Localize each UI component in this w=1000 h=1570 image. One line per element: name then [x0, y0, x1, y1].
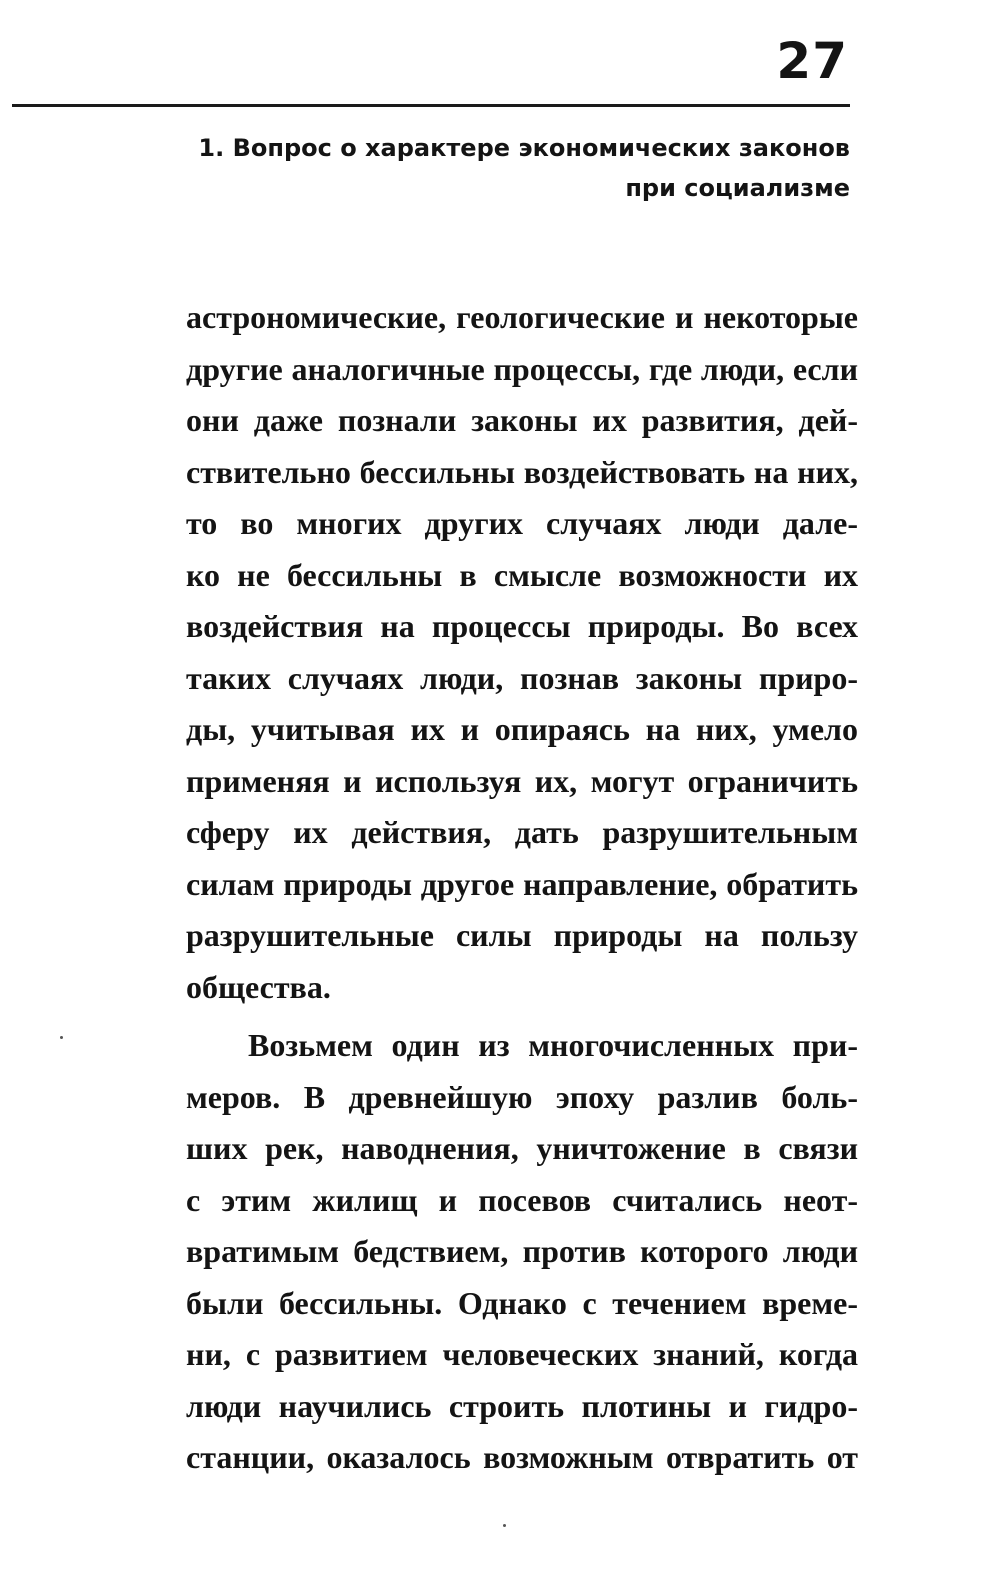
text-line: Возьмем один из многочисленных при- — [248, 1027, 858, 1063]
text-line: были бессильны. Однако с течением време- — [186, 1284, 858, 1321]
text-line: ни, с развитием человеческих знаний, когда — [186, 1336, 858, 1372]
text-line: ших рек, наводнения, уничтожение в связи — [186, 1130, 858, 1166]
text-line: ко не бессильны в смысле возможности их — [186, 556, 858, 593]
header-rule — [12, 104, 850, 107]
text-line: то во многих других случаях люди дале- — [186, 505, 858, 541]
text-line: астрономические, геологические и некоторые — [186, 299, 858, 335]
text-line: станции, оказалось возможным отвратить от — [186, 1439, 858, 1475]
text-line: силам природы другое направление, обратить — [186, 865, 858, 902]
text-line: ствительно бессильны воздействовать на них, — [186, 453, 858, 490]
text-line: люди научились строить плотины и гидро- — [186, 1387, 858, 1424]
page-number: 27 — [776, 32, 848, 90]
text-line: разрушительные силы природы на пользу — [186, 917, 858, 953]
scan-speck — [60, 1036, 63, 1039]
running-head-line: 1. Вопрос о характере экономических законов — [198, 134, 850, 162]
text-line: другие аналогичные процессы, где люди, если — [186, 350, 858, 387]
text-line: общества. — [186, 968, 331, 1005]
body-text — [186, 292, 858, 1484]
text-line: с этим жилищ и посевов считались неот- — [186, 1181, 858, 1218]
text-line: применяя и используя их, могут ограничить — [186, 762, 858, 799]
text-line: таких случаях люди, познав законы приро- — [186, 659, 858, 696]
text-line: они даже познали законы их развития, дей- — [186, 402, 858, 438]
text-line: ды, учитывая их и опираясь на них, умело — [186, 711, 858, 747]
running-head — [150, 128, 850, 208]
text-line: меров. В древнейшую эпоху разлив боль- — [186, 1078, 858, 1115]
scan-speck — [503, 1524, 506, 1527]
paragraph — [186, 292, 858, 1013]
running-head-line: при социализме — [625, 174, 850, 202]
text-line: вратимым бедствием, против которого люди — [186, 1233, 858, 1269]
paragraph — [186, 1020, 858, 1484]
text-line: сферу их действия, дать разрушительным — [186, 814, 858, 850]
text-line: воздействия на процессы природы. Во всех — [186, 608, 858, 644]
